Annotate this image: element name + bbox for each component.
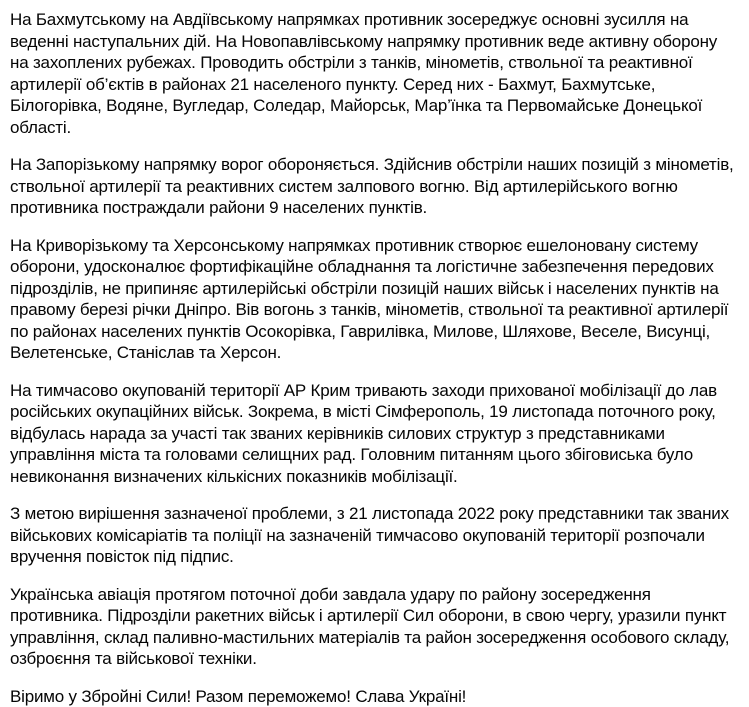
post-paragraph-draft-notices: З метою вирішення зазначеної проблеми, з 21 листопада 2022 року представники так званих військових комісаріатів та поліції на зазначеній тимчасово окупованій території розпочали вручення повісток під підпис. — [10, 503, 737, 568]
post-paragraph-ukrainian-aviation-strikes: Українська авіація протягом поточної доби завдала удару по району зосередження противника. Підрозділи ракетних військ і артилерії Сил оборони, в свою чергу, уразили пункт управління, склад паливно-мастильних матеріалів та район зосередження особового складу, озброєння та військової техніки. — [10, 584, 737, 670]
post-paragraph-crimea-mobilization: На тимчасово окупованій території АР Крим тривають заходи прихованої мобілізації до лав російських окупаційних військ. Зокрема, в місті Сімферополь, 19 листопада поточного року, відбулась нарада за участі так званих керівників силових структур з представниками управління міста та головами селищних рад. Головним питанням цього збіговиська було невиконання визначених кількісних показників мобілізації. — [10, 380, 737, 488]
post-paragraph-zaporizhzhia-front: На Запорізькому напрямку ворог обороняється. Здійснив обстріли наших позицій з мінометів, ствольної артилерії та реактивних систем залпового вогню. Від артилерійського вогню противника постраждали райони 9 населених пунктів. — [10, 154, 737, 219]
post-paragraph-closing-slogan: Віримо у Збройні Сили! Разом переможемо! Слава Україні! — [10, 686, 737, 707]
post-paragraph-fronts-bakhmut-avdiivka: На Бахмутському на Авдіївському напрямках противник зосереджує основні зусилля на веденні наступальних дій. На Новопавлівському напрямку противник веде активну оборону на захоплених рубежах. Проводить обстріли з танків, мінометів, ствольної та реактивної артилерії об’єктів в районах 21 населеного пункту. Серед них - Бахмут, Бахмутське, Білогорівка, Водяне, Вугледар, Соледар, Майорськ, Мар’їнка та Первомайське Донецької області. — [10, 9, 737, 138]
post-paragraph-kryvyi-rih-kherson-front: На Криворізькому та Херсонському напрямках противник створює ешелоновану систему оборони, удосконалює фортифікаційне обладнання та логістичне забезпечення передових підрозділів, не припиняє артилерійські обстріли позицій наших військ і населених пунктів на правому березі річки Дніпро. Вів вогонь з танків, мінометів, ствольної та реактивної артилерії по районах населених пунктів Осокорівка, Гаврилівка, Милове, Шляхове, Веселе, Висунці, Велетенське, Станіслав та Херсон. — [10, 235, 737, 364]
